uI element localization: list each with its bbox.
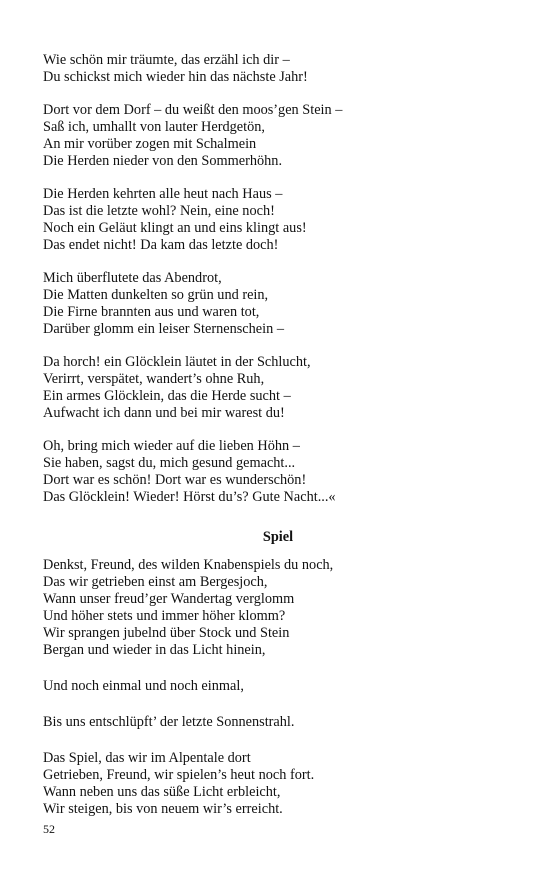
verse-line: Ein armes Glöcklein, das die Herde sucht – (43, 388, 291, 404)
verse-line: An mir vorüber zogen mit Schalmein (43, 136, 257, 152)
stanza (43, 354, 513, 422)
verse-line: Wie schön mir träumte, das erzähl ich dir – (43, 52, 290, 68)
stanza (43, 557, 513, 659)
verse-line: Und höher stets und immer höher klomm? (43, 608, 286, 624)
verse-line: Das Glöcklein! Wieder! Hörst du’s? Gute Nacht...« (43, 489, 336, 505)
verse-line: Du schickst mich wieder hin das nächste Jahr! (43, 69, 308, 85)
verse-line: Die Firne brannten aus und waren tot, (43, 304, 260, 320)
stanza (43, 102, 513, 170)
verse-line: Die Matten dunkelten so grün und rein, (43, 287, 269, 303)
verse-line: Dort war es schön! Dort war es wunderschön! (43, 472, 307, 488)
verse-line: Sie haben, sagst du, mich gesund gemacht... (43, 455, 296, 471)
verse-line: Oh, bring mich wieder auf die lieben Höhn – (43, 438, 300, 454)
stanza (43, 186, 513, 254)
stanza (43, 750, 513, 818)
verse-line: Dort vor dem Dorf – du weißt den moos’gen Stein – (43, 102, 343, 118)
verse-line: Da horch! ein Glöcklein läutet in der Schlucht, (43, 354, 311, 370)
verse-line: Wir steigen, bis von neuem wir’s erreicht. (43, 801, 283, 817)
verse-line: Das ist die letzte wohl? Nein, eine noch! (43, 203, 275, 219)
verse-line: Darüber glomm ein leiser Sternenschein – (43, 321, 284, 337)
verse-line: Denkst, Freund, des wilden Knabenspiels du noch, (43, 557, 334, 573)
stanza (43, 678, 513, 695)
verse-line: Noch ein Geläut klingt an und eins klingt aus! (43, 220, 307, 236)
verse-line: Aufwacht ich dann und bei mir warest du! (43, 405, 285, 421)
verse-line: Das wir getrieben einst am Bergesjoch, (43, 574, 268, 590)
poem-2 (43, 557, 513, 818)
page-body (43, 52, 513, 818)
stanza (43, 714, 513, 731)
poem-title: Spiel (262, 529, 294, 545)
page-number: 52 (43, 822, 55, 836)
verse-line: Und noch einmal und noch einmal, (43, 678, 244, 694)
verse-line: Getrieben, Freund, wir spielen’s heut noch fort. (43, 767, 315, 783)
verse-line: Bis uns entschlüpft’ der letzte Sonnenstrahl. (43, 714, 295, 730)
verse-line: Das endet nicht! Da kam das letzte doch! (43, 237, 279, 253)
stanza (43, 52, 513, 86)
stanza (43, 270, 513, 338)
verse-line: Bergan und wieder in das Licht hinein, (43, 642, 266, 658)
verse-line: Saß ich, umhallt von lauter Herdgetön, (43, 119, 265, 135)
verse-line: Die Herden kehrten alle heut nach Haus – (43, 186, 283, 202)
stanza (43, 438, 513, 506)
verse-line: Wann unser freud’ger Wandertag verglomm (43, 591, 295, 607)
verse-line: Mich überflutete das Abendrot, (43, 270, 222, 286)
verse-line: Die Herden nieder von den Sommerhöhn. (43, 153, 283, 169)
verse-line: Wann neben uns das süße Licht erbleicht, (43, 784, 281, 800)
poem-1 (43, 52, 513, 506)
verse-line: Das Spiel, das wir im Alpentale dort (43, 750, 251, 766)
verse-line: Wir sprangen jubelnd über Stock und Stein (43, 625, 290, 641)
verse-line: Verirrt, verspätet, wandert’s ohne Ruh, (43, 371, 265, 387)
